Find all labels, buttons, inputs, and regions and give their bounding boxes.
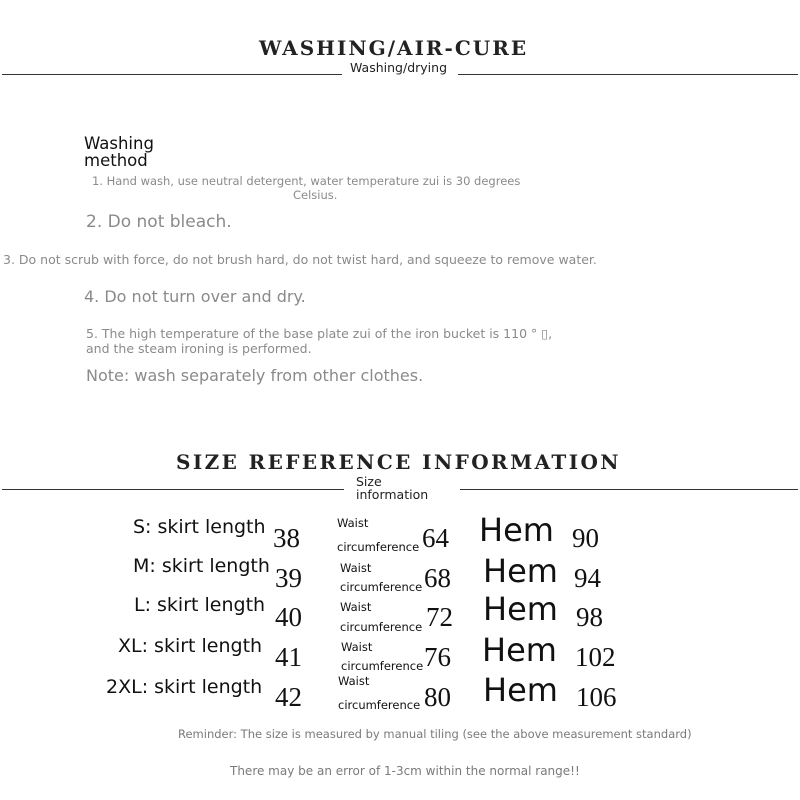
size-subtitle xyxy=(356,475,428,501)
hem-word: Hem xyxy=(479,511,554,549)
error-note: There may be an error of 1-3cm within the normal range!! xyxy=(230,764,580,778)
washing-method-line2: method xyxy=(84,151,148,170)
hem-word: Hem xyxy=(482,631,557,669)
washing-note: Note: wash separately from other clothes. xyxy=(86,366,424,385)
circumference-word: circumference xyxy=(338,698,421,712)
waist-value: 72 xyxy=(426,602,453,632)
size-row-label: S: skirt length xyxy=(133,516,266,538)
size-divider-left xyxy=(2,489,344,490)
step-3: 3. Do not scrub with force, do not brush hard, do not twist hard, and squeeze to remove water. xyxy=(3,252,597,267)
size-divider-right xyxy=(460,489,798,490)
washing-divider-right xyxy=(458,74,798,75)
hem-value: 102 xyxy=(575,642,616,672)
size-row-label: 2XL: skirt length xyxy=(106,676,263,698)
size-row-label: XL: skirt length xyxy=(118,635,263,657)
step-2: 2. Do not bleach. xyxy=(86,212,232,232)
hem-value: 90 xyxy=(572,523,599,553)
hem-word: Hem xyxy=(483,590,558,628)
size-subtitle-line1: Size xyxy=(356,474,382,489)
hem-word: Hem xyxy=(483,671,558,709)
step-1 xyxy=(92,174,520,202)
hem-value: 94 xyxy=(574,563,601,593)
skirt-length-value: 41 xyxy=(275,642,302,672)
waist-value: 68 xyxy=(424,563,451,593)
washing-subtitle: Washing/drying xyxy=(350,60,447,75)
washing-divider-left xyxy=(2,74,342,75)
skirt-length-value: 42 xyxy=(275,682,302,712)
size-row-label: L: skirt length xyxy=(134,594,266,616)
size-title: SIZE REFERENCE INFORMATION xyxy=(176,450,621,474)
waist-word: Waist xyxy=(340,600,372,614)
waist-word: Waist xyxy=(338,674,370,688)
waist-word: Waist xyxy=(340,561,372,575)
circumference-word: circumference xyxy=(341,659,424,673)
skirt-length-value: 39 xyxy=(275,563,302,593)
circumference-word: circumference xyxy=(340,580,423,594)
size-subtitle-line2: information xyxy=(356,487,429,502)
washing-method-line1: Washing xyxy=(84,134,154,153)
waist-value: 64 xyxy=(422,523,449,553)
hem-value: 98 xyxy=(576,602,603,632)
circumference-word: circumference xyxy=(337,540,420,554)
hem-word: Hem xyxy=(483,552,558,590)
waist-value: 76 xyxy=(424,642,451,672)
skirt-length-value: 40 xyxy=(275,602,302,632)
step-5-line2: and the steam ironing is performed. xyxy=(86,341,312,356)
hem-value: 106 xyxy=(576,682,617,712)
step-5 xyxy=(86,326,552,356)
skirt-length-value: 38 xyxy=(273,523,300,553)
washing-title: WASHING/AIR-CURE xyxy=(259,36,529,60)
step-4: 4. Do not turn over and dry. xyxy=(84,287,306,306)
size-row-label: M: skirt length xyxy=(133,555,270,577)
waist-value: 80 xyxy=(424,682,451,712)
reminder-note: Reminder: The size is measured by manual tiling (see the above measurement standard) xyxy=(178,727,692,741)
step-1-line1: 1. Hand wash, use neutral detergent, water temperature zui is 30 degrees xyxy=(92,174,521,188)
step-1-line2: Celsius. xyxy=(293,188,338,202)
waist-word: Waist xyxy=(341,640,373,654)
washing-method-heading xyxy=(84,135,154,169)
step-5-line1: 5. The high temperature of the base plate zui of the iron bucket is 110 ° ▯, xyxy=(86,326,553,341)
circumference-word: circumference xyxy=(340,620,423,634)
waist-word: Waist xyxy=(337,516,369,530)
